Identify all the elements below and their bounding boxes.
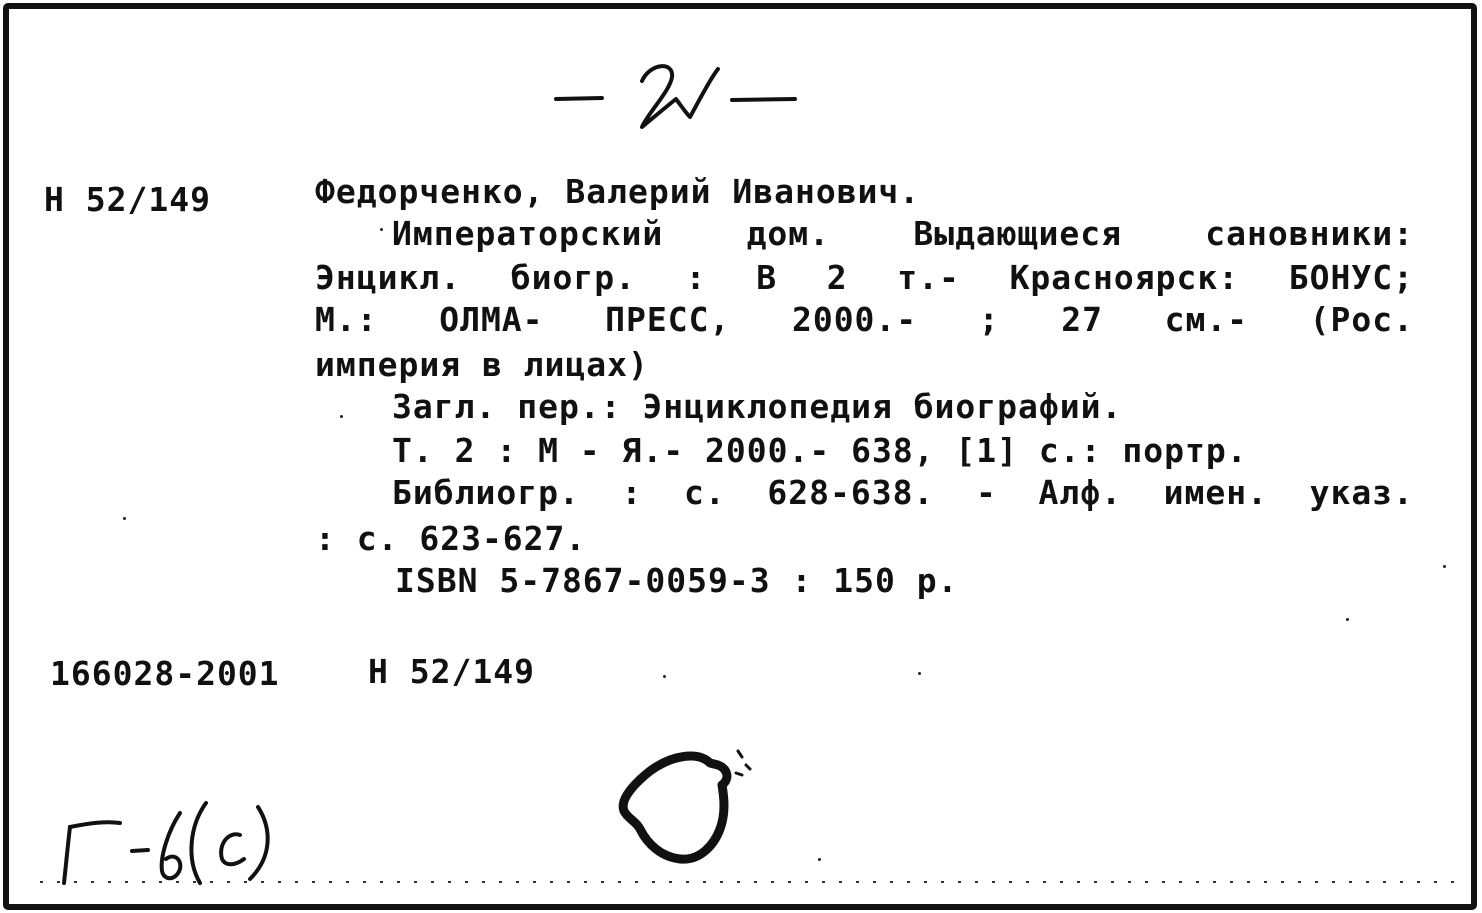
word: биогр. [510,258,636,297]
word: ПРЕСС, [605,300,731,339]
word: - [975,473,997,512]
word: указ. [1309,473,1414,512]
note-bibliography [392,473,1414,512]
scan-dotted-line [40,876,1460,888]
word: БОНУС; [1288,258,1414,297]
shelf-mark-bottom: Н 52/149 [368,652,535,691]
word: имен. [1163,473,1268,512]
word: дом. [746,214,831,253]
scan-speck [1443,565,1446,568]
word: сановники: [1205,214,1414,253]
isbn-price: ISBN 5-7867-0059-3 : 150 р. [395,561,959,600]
word: Выдающиеся [913,214,1123,253]
word: (Рос. [1309,300,1414,339]
scan-speck [340,415,343,418]
shelf-mark: Н 52/149 [44,180,211,219]
title-line-1 [392,214,1414,253]
accession-number: 166028-2001 [50,654,280,693]
word: 2000.- [791,300,918,339]
word: В [756,258,778,297]
scan-speck [918,672,921,675]
word: М.: [315,300,378,339]
word: Энцикл. [315,258,462,297]
scan-speck [818,858,821,861]
scan-speck [663,675,666,678]
title-line-3 [315,300,1414,339]
stamp-outline [610,745,770,875]
title-line-4: империя в лицах) [315,345,649,384]
word: т.- [897,258,960,297]
word: с. [683,473,726,512]
scan-speck [1346,618,1349,621]
word: Библиогр. [392,473,580,512]
word: 628-638. [767,473,935,512]
author-heading: Федорченко, Валерий Иванович. [315,172,921,211]
scan-speck [380,228,383,231]
word: ; [978,300,1000,339]
scan-speck [123,517,126,520]
word: Красноярск: [1009,258,1240,297]
note-volume: Т. 2 : М - Я.- 2000.- 638, [1] с.: портр. [392,431,1248,470]
word: 27 [1061,300,1103,339]
word: : [685,258,707,297]
word: : [621,473,643,512]
word: Алф. [1038,473,1122,512]
word: ОЛМА- [439,300,544,339]
title-line-2 [315,258,1414,297]
word: Императорский [392,214,664,253]
handwritten-page-number [550,55,810,135]
word: см.- [1164,300,1249,339]
word: 2 [826,258,848,297]
note-cover-title: Загл. пер.: Энциклопедия биографий. [392,387,1123,426]
note-bibliography-continued: : с. 623-627. [315,519,587,558]
